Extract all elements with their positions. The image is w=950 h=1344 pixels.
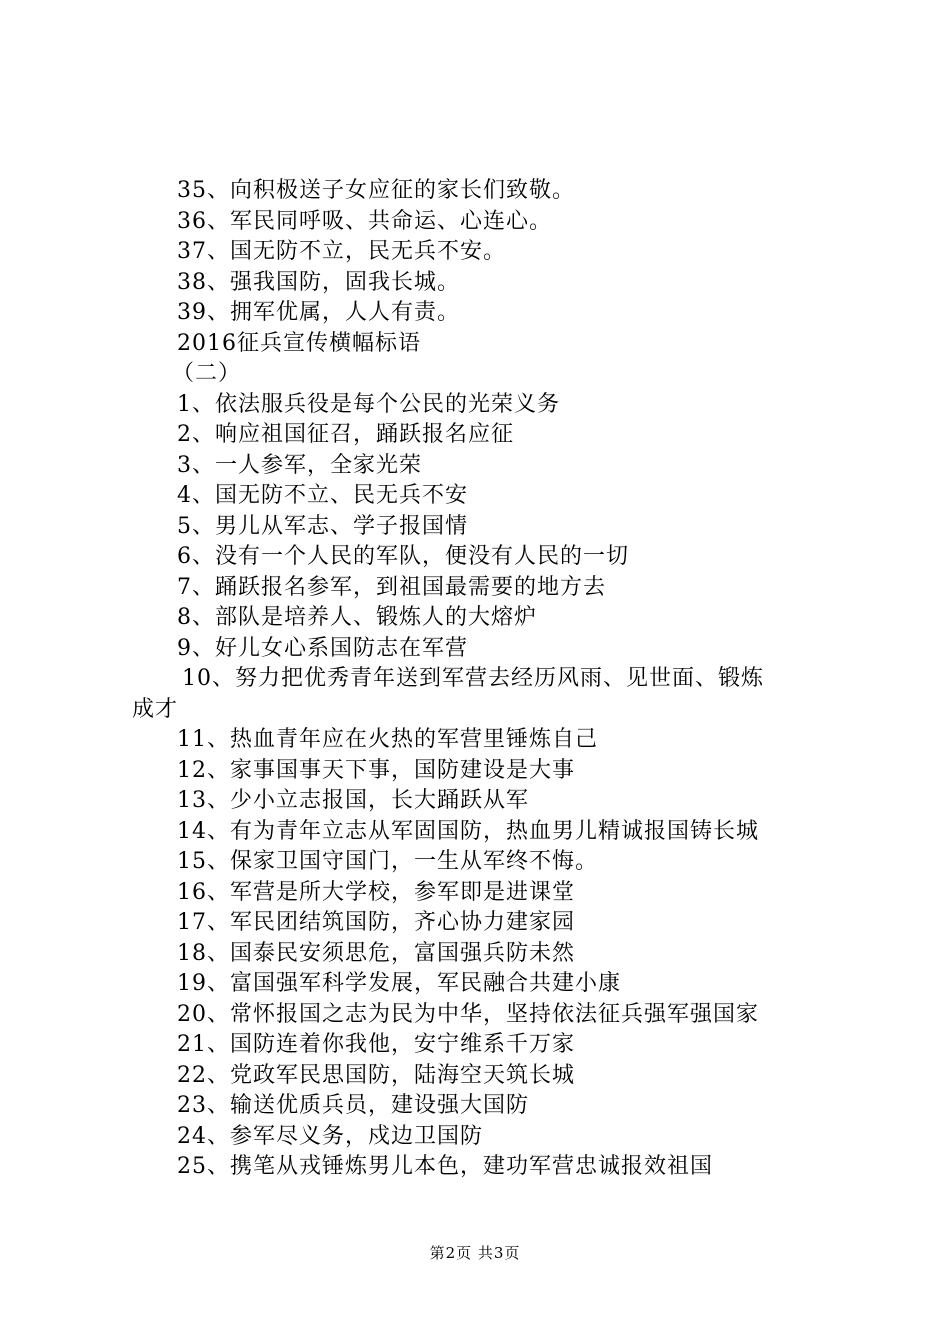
list-item: 39、拥军优属，人人有责。 xyxy=(177,300,460,325)
list-item-line-1: 10、努力把优秀青年送到军营去经历风雨、见世面、锻炼 xyxy=(182,666,764,691)
section-subtitle: （二） xyxy=(172,361,242,386)
list-item: 17、军民团结筑国防，齐心协力建家园 xyxy=(177,910,575,935)
list-item: 13、少小立志报国，长大踊跃从军 xyxy=(177,788,529,813)
list-item: 14、有为青年立志从军固国防，热血男儿精诚报国铸长城 xyxy=(177,818,759,844)
list-item: 21、国防连着你我他，安宁维系千万家 xyxy=(177,1032,575,1057)
list-item: 24、参军尽义务，戍边卫国防 xyxy=(177,1123,483,1149)
page-footer: 第2页 共3页 xyxy=(429,1244,521,1262)
list-item: 7、踊跃报名参军，到祖国最需要的地方去 xyxy=(177,574,606,600)
list-item: 4、国无防不立、民无兵不安 xyxy=(177,483,468,508)
document-body xyxy=(132,176,832,1183)
list-item: 8、部队是培养人、锻炼人的大熔炉 xyxy=(177,605,537,630)
list-item: 15、保家卫国守国门，一生从军终不悔。 xyxy=(177,849,598,874)
list-item: 25、携笔从戎锤炼男儿本色，建功军营忠诚报效祖国 xyxy=(177,1154,713,1179)
list-item: 19、富国强军科学发展，军民融合共建小康 xyxy=(177,971,621,996)
list-item: 3、一人参军，全家光荣 xyxy=(177,452,422,478)
list-item: 23、输送优质兵员，建设强大国防 xyxy=(177,1093,529,1118)
list-item: 2、响应祖国征召，踊跃报名应征 xyxy=(177,422,514,447)
list-item: 22、党政军民思国防，陆海空天筑长城 xyxy=(177,1062,575,1088)
list-item: 9、好儿女心系国防志在军营 xyxy=(177,635,468,661)
list-item: 16、军营是所大学校，参军即是进课堂 xyxy=(177,879,575,905)
list-item: 37、国无防不立，民无兵不安。 xyxy=(177,239,506,264)
list-item: 12、家事国事天下事，国防建设是大事 xyxy=(177,757,575,783)
list-item: 35、向积极送子女应征的家长们致敬。 xyxy=(177,178,575,203)
list-item-line-2: 成才 xyxy=(132,696,179,722)
list-item: 11、热血青年应在火热的军营里锤炼自己 xyxy=(177,727,598,752)
list-item: 36、军民同呼吸、共命运、心连心。 xyxy=(177,208,552,234)
list-item: 38、强我国防，固我长城。 xyxy=(177,269,460,295)
section-title: 2016征兵宣传横幅标语 xyxy=(177,330,421,356)
list-item: 5、男儿从军志、学子报国情 xyxy=(177,513,468,539)
list-item: 6、没有一个人民的军队，便没有人民的一切 xyxy=(177,544,629,569)
list-item: 20、常怀报国之志为民为中华，坚持依法征兵强军强国家 xyxy=(177,1001,759,1027)
list-item-wrapped xyxy=(132,664,832,725)
list-item: 1、依法服兵役是每个公民的光荣义务 xyxy=(177,391,560,417)
list-item: 18、国泰民安须思危，富国强兵防未然 xyxy=(177,940,575,966)
